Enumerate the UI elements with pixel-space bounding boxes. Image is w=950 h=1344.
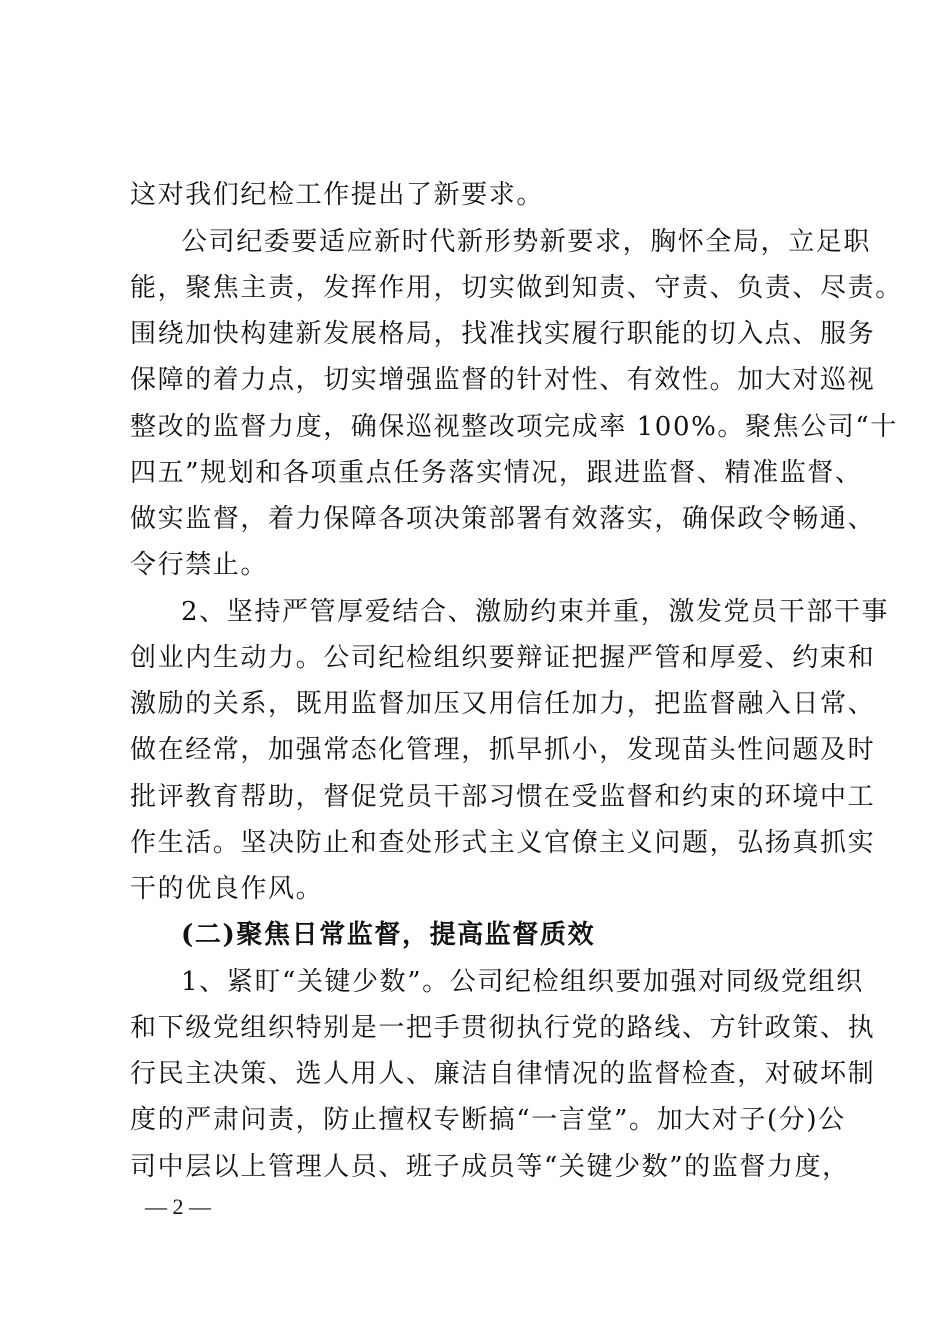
text-line: 做在经常，加强常态化管理，抓早抓小，发现苗头性问题及时 [130, 735, 876, 765]
paragraph-start-line: 公司纪委要适应新时代新形势新要求，胸怀全局，立足职 [181, 227, 872, 257]
text-line: 干的优良作风。 [130, 874, 324, 904]
text-line: 四五”规划和各项重点任务落实情况，跟进监督、精准监督、 [130, 458, 863, 488]
text-line: 整改的监督力度，确保巡视整改项完成率 100%。聚焦公司“十 [130, 412, 898, 442]
text-line: 这对我们纪检工作提出了新要求。 [130, 180, 545, 210]
paragraph-start-line: 1、紧盯“关键少数”。公司纪检组织要加强对同级党组织 [181, 967, 864, 997]
text-line: 和下级党组织特别是一把手贯彻执行党的路线、方针政策、执 [130, 1013, 876, 1043]
text-line: 行民主决策、选人用人、廉洁自律情况的监督检查，对破坏制 [130, 1059, 876, 1089]
text-line: 创业内生动力。公司纪检组织要辩证把握严管和厚爱、约束和 [130, 643, 876, 673]
text-line: 度的严肃问责，防止擅权专断搞“一言堂”。加大对子(分)公 [130, 1105, 846, 1135]
text-line: 司中层以上管理人员、班子成员等“关键少数”的监督力度， [130, 1152, 850, 1182]
text-line: 作生活。坚决防止和查处形式主义官僚主义问题，弘扬真抓实 [130, 828, 876, 858]
page-number: — 2 — [145, 1194, 211, 1219]
text-line: 做实监督，着力保障各项决策部署有效落实，确保政令畅通、 [130, 504, 876, 534]
text-line: 围绕加快构建新发展格局，找准找实履行职能的切入点、服务 [130, 319, 876, 349]
text-line: 批评教育帮助，督促党员干部习惯在受监督和约束的环境中工 [130, 782, 876, 812]
section-heading: (二)聚焦日常监督，提高监督质效 [181, 920, 596, 950]
text-line: 保障的着力点，切实增强监督的针对性、有效性。加大对巡视 [130, 365, 876, 395]
text-line: 激励的关系，既用监督加压又用信任加力，把监督融入日常、 [130, 689, 876, 719]
paragraph-start-line: 2、坚持严管厚爱结合、激励约束并重，激发党员干部干事 [181, 597, 890, 627]
text-line: 能，聚焦主责，发挥作用，切实做到知责、守责、负责、尽责。 [130, 273, 903, 303]
text-line: 令行禁止。 [130, 550, 269, 580]
